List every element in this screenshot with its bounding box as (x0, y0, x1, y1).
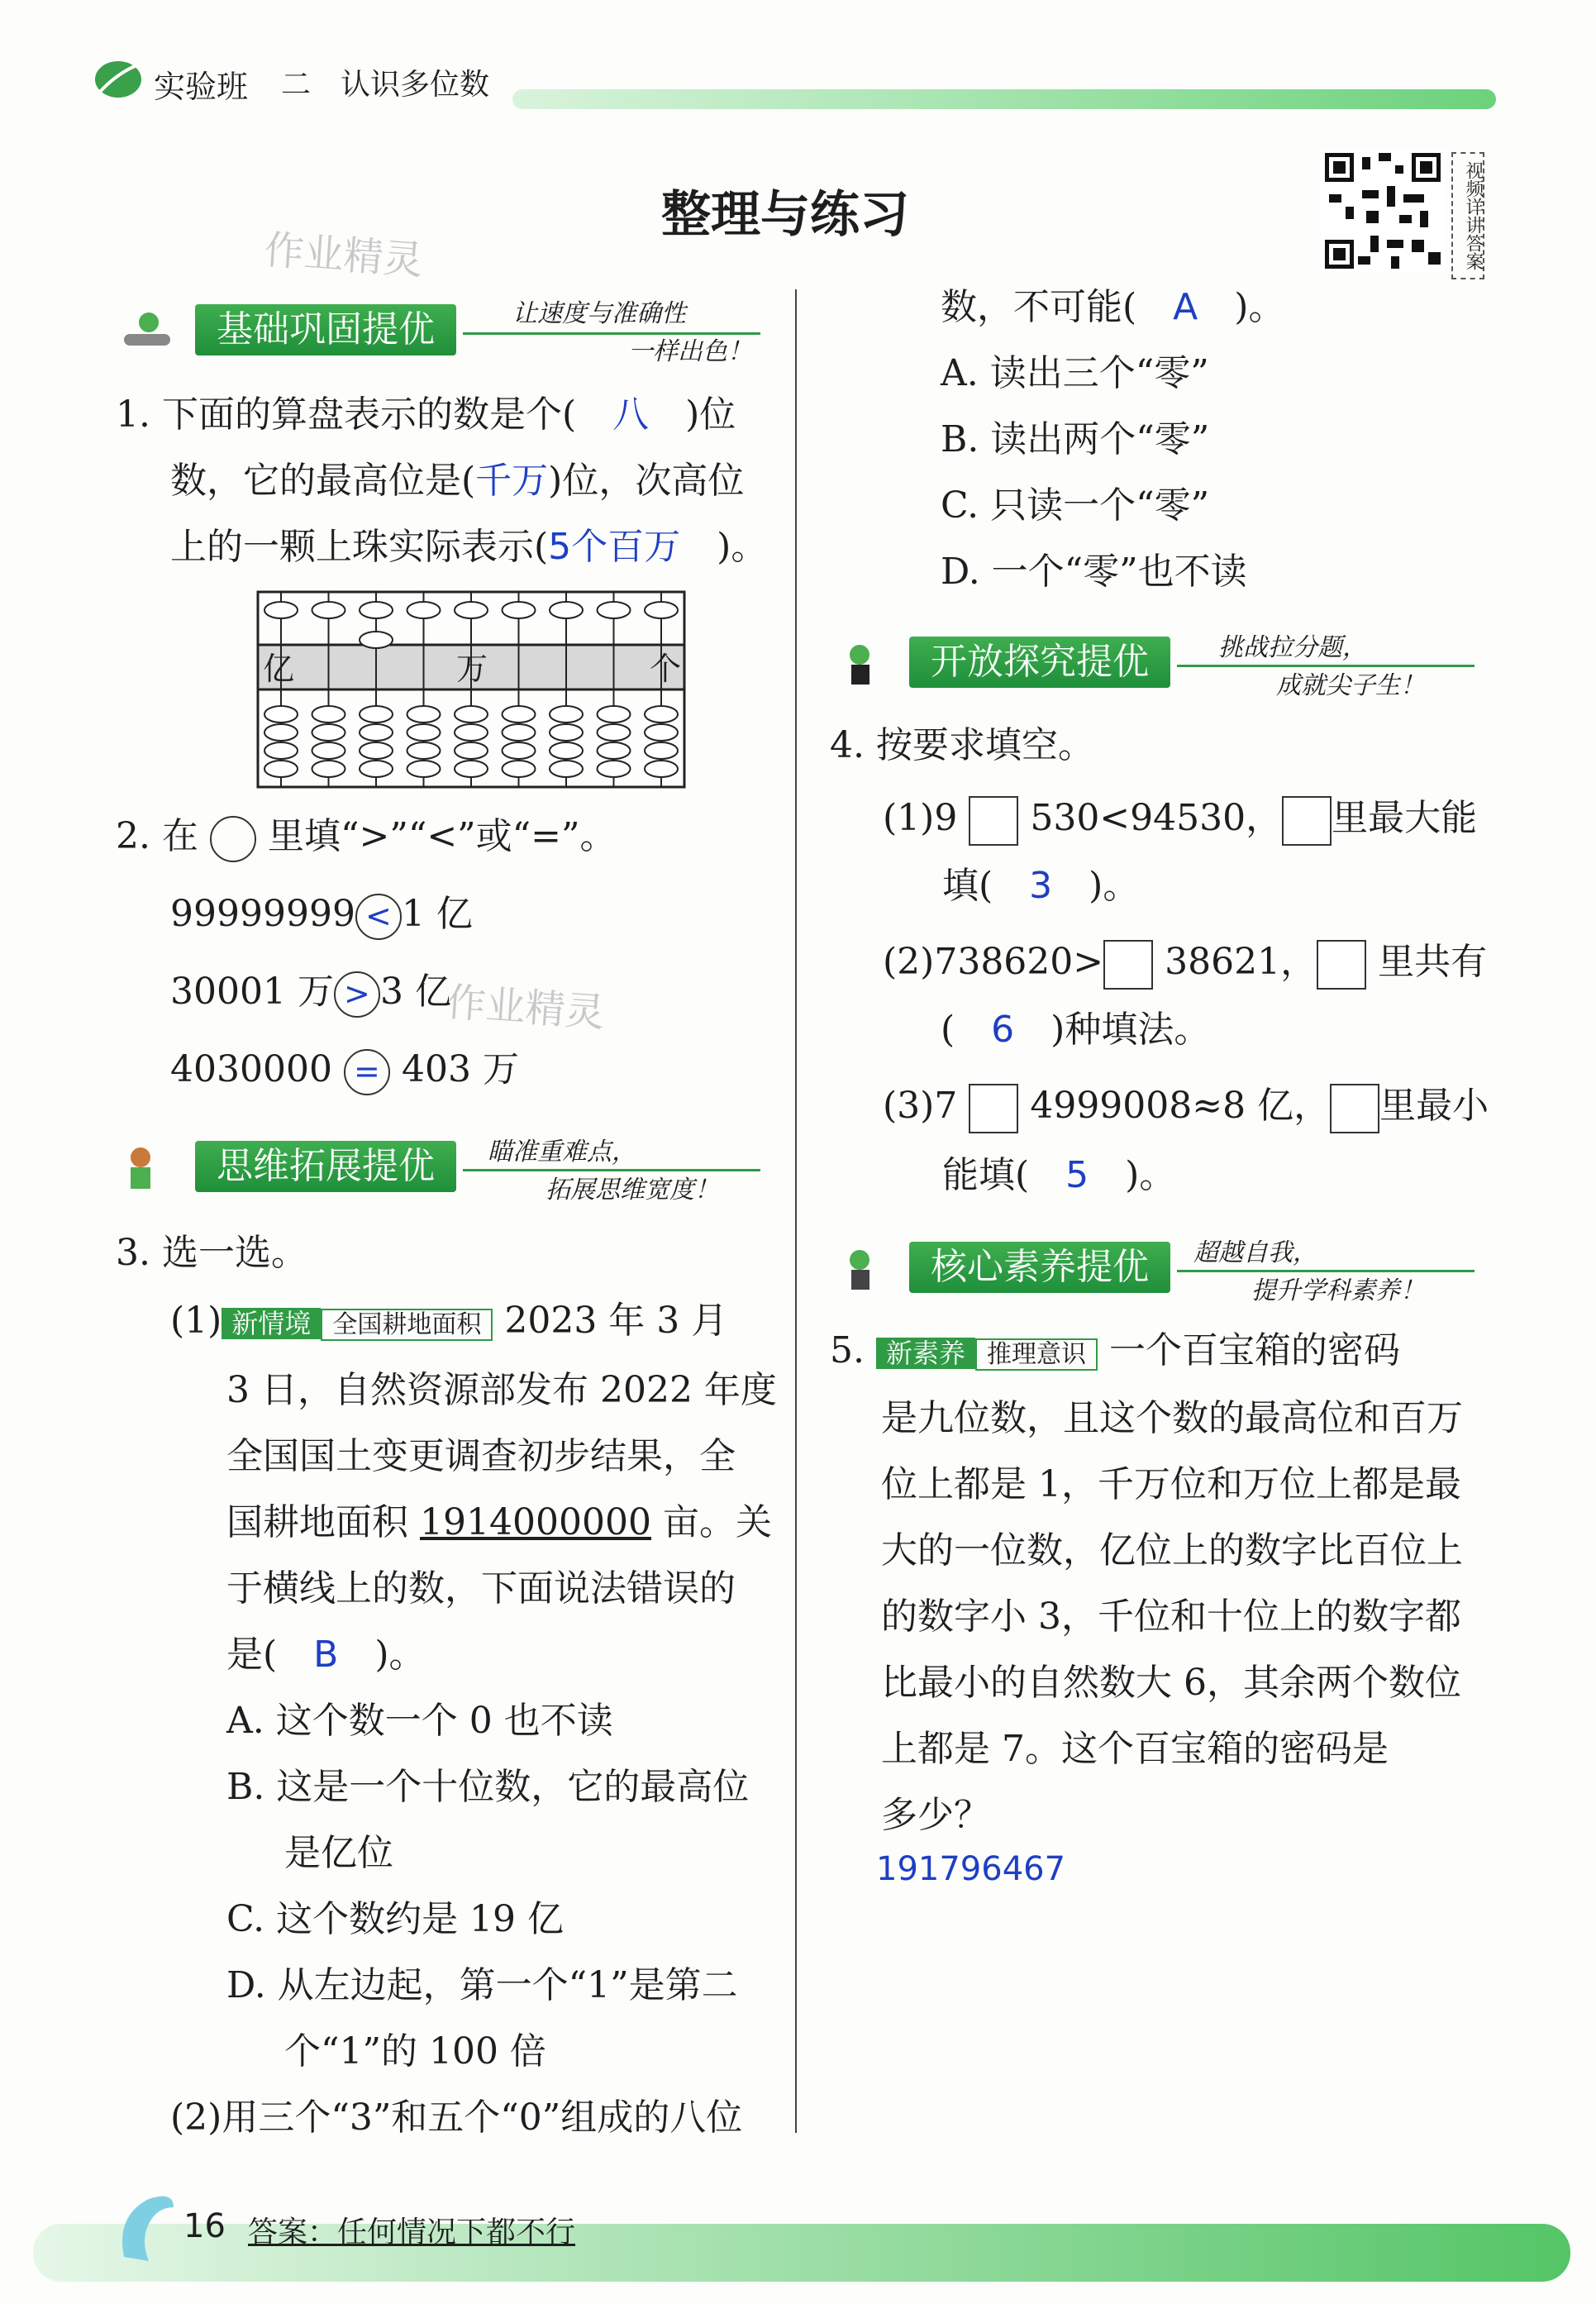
q3-p1-line: 3 日，自然资源部发布 2022 年度 (226, 1369, 777, 1411)
answer: 八 (612, 394, 650, 436)
q3-p1-line: 国耕地面积 1914000000 亩。关 (226, 1501, 772, 1543)
option-c: C. 只读一个“零” (941, 484, 1210, 527)
q3-p2-line1: (2)用三个“3”和五个“0”组成的八位 (170, 2096, 743, 2139)
option-b: B. 读出两个“零” (941, 418, 1210, 460)
option-d-cont: 个“1”的 100 倍 (284, 2030, 546, 2073)
q3-p1-line: 于横线上的数，下面说法错误的 (226, 1567, 736, 1610)
answer: 5 (1065, 1154, 1089, 1196)
tag-topic: 全国耕地面积 (321, 1309, 493, 1341)
option-d: D. 从左边起，第一个“1”是第二 (226, 1964, 738, 2006)
mascot-icon (830, 1245, 888, 1293)
answer-sign: = (344, 1049, 390, 1095)
mascot-icon (116, 308, 174, 355)
q5-line1: 5. 新素养 推理意识 一个百宝箱的密码 (830, 1329, 1400, 1371)
q3-p1-line: 是( B )。 (226, 1634, 426, 1676)
q5-line: 多少？ (881, 1794, 990, 1836)
watermark: 作业精灵 (262, 227, 425, 284)
answer: B (313, 1634, 339, 1676)
option-d: D. 一个“零”也不读 (941, 551, 1247, 593)
underlined-number: 1914000000 (420, 1501, 651, 1543)
q5-line: 比最小的自然数大 6，其余两个数位 (881, 1662, 1461, 1704)
section-banner-basic: 基础巩固提优 让速度与准确性 一样出色！ (116, 304, 777, 355)
q4-line: (3)7 4999008≈8 亿， 里最小 (883, 1073, 1489, 1139)
abacus-label-yi: 亿 (263, 651, 295, 687)
blank-box (1282, 796, 1332, 846)
section-banner-thinking: 思维拓展提优 瞄准重难点， 拓展思维宽度！ (116, 1141, 777, 1192)
answer: 3 (1029, 865, 1053, 907)
section-banner-explore: 开放探究提优 挑战拉分题， 成就尖子生！ (830, 637, 1491, 688)
q5-line: 是九位数，且这个数的最高位和百万 (881, 1397, 1463, 1439)
mascot-icon (830, 640, 888, 688)
q1-line3: 上的一颗上珠实际表示(5个百万 )。 (170, 526, 768, 568)
answer: A (1173, 286, 1198, 328)
q2-stem: 2. 在 里填“>”“<”或“=”。 (116, 804, 617, 870)
qr-code-icon (1321, 149, 1445, 273)
page-title: 整理与练习 (661, 186, 909, 244)
blank-box (969, 796, 1018, 846)
qr-code[interactable] (1321, 149, 1420, 273)
footer-slogan: 答案：任何情况下都不行 (248, 2216, 576, 2249)
q4-line: 能填( 5 )。 (942, 1154, 1176, 1196)
q4-stem: 4. 按要求填空。 (830, 724, 1094, 766)
blank-box (1103, 940, 1153, 990)
qr-label: 视频详讲答案 (1451, 152, 1484, 279)
brand-name: 实验班 (154, 69, 249, 105)
q2-row: 30001 万 > 3 亿 (170, 959, 451, 1025)
tag-topic: 推理意识 (975, 1338, 1098, 1371)
header-stripe (512, 89, 1496, 109)
answer: 千万 (475, 460, 549, 502)
answer: 5个百万 (548, 526, 681, 568)
tag-new-context: 新情境 (222, 1308, 321, 1339)
option-b-cont: 是亿位 (284, 1832, 393, 1874)
page-number: 16 (183, 2207, 226, 2245)
answer-sign: > (334, 971, 380, 1018)
leaf-logo-icon (93, 56, 144, 103)
mascot-icon (116, 1144, 174, 1192)
q5-answer: 191796467 (876, 1850, 1066, 1888)
q1-line2: 数，它的最高位是(千万)位，次高位 (170, 460, 745, 502)
q5-line: 大的一位数，亿位上的数字比百位上 (881, 1529, 1463, 1572)
q2-row: 99999999 < 1 亿 (170, 881, 473, 947)
q5-line: 位上都是 1，千万位和万位上都是最 (881, 1463, 1461, 1505)
blank-box (1317, 940, 1366, 990)
column-divider (795, 289, 797, 2133)
option-b: B. 这是一个十位数，它的最高位 (226, 1766, 750, 1808)
abacus-label-ge: 个 (650, 651, 682, 687)
unit-title: 二 认识多位数 (281, 68, 490, 102)
q1-line1: 1. 下面的算盘表示的数是个( 八 )位 (116, 394, 736, 436)
q3-stem: 3. 选一选。 (116, 1232, 307, 1274)
q5-line: 的数字小 3，千位和十位上的数字都 (881, 1596, 1461, 1638)
section-banner-core: 核心素养提优 超越自我， 提升学科素养！ (830, 1242, 1491, 1293)
option-a: A. 这个数一个 0 也不读 (226, 1700, 613, 1742)
q3-p1-line: 全国国土变更调查初步结果，全 (226, 1435, 736, 1477)
q4-line: (1)9 530<94530， 里最大能 (883, 785, 1477, 851)
option-c: C. 这个数约是 19 亿 (226, 1898, 565, 1940)
q3-p2-line2: 数，不可能( A )。 (941, 286, 1285, 328)
abacus-label-wan: 万 (456, 651, 488, 687)
abacus (256, 590, 686, 789)
answer: 6 (991, 1009, 1015, 1051)
q3-p1-line1: (1) 新情境 全国耕地面积 2023 年 3 月 (170, 1300, 728, 1342)
q4-line: ( 6 )种填法。 (941, 1009, 1211, 1051)
answer-sign: < (355, 894, 402, 940)
q5-line: 上都是 7。这个百宝箱的密码是 (881, 1728, 1389, 1770)
watermark: 作业精灵 (444, 979, 607, 1037)
q2-row: 4030000 = 403 万 (170, 1037, 519, 1103)
tag-new-literacy: 新素养 (876, 1338, 975, 1369)
option-a: A. 读出三个“零” (941, 352, 1209, 394)
q4-line: (2)738620> 38621， 里共有 (883, 929, 1487, 995)
blank-box (969, 1084, 1018, 1133)
blank-box (1330, 1084, 1379, 1133)
q4-line: 填( 3 )。 (942, 865, 1140, 907)
dolphin-icon (107, 2182, 182, 2273)
